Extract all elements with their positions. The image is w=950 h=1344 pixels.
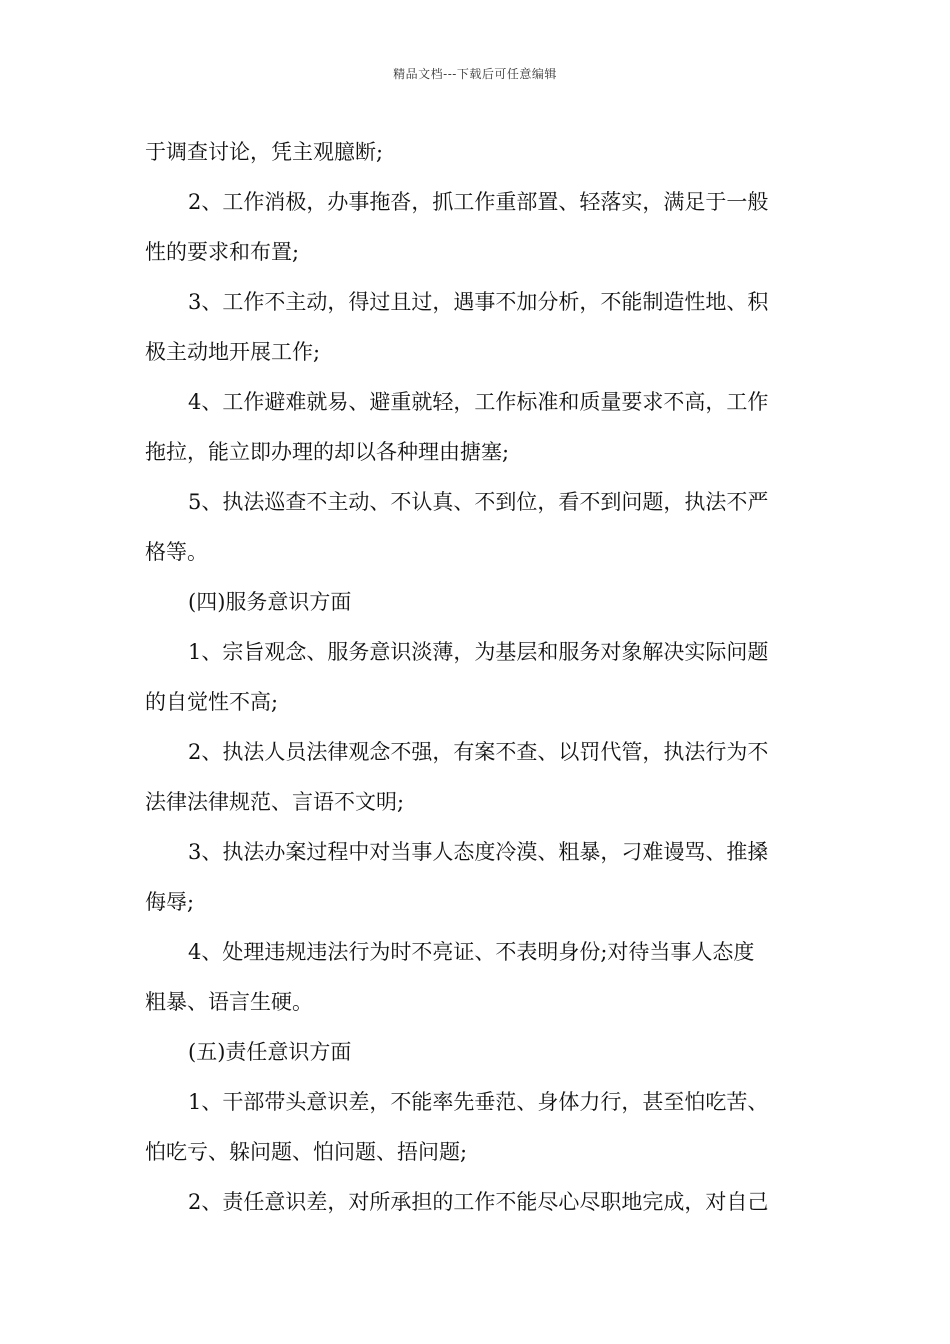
text-line: 2、执法人员法律观念不强，有案不查、以罚代管，执法行为不 bbox=[188, 740, 769, 764]
text-line: 于调查讨论，凭主观臆断; bbox=[145, 140, 384, 164]
text-line: 3、执法办案过程中对当事人态度冷漠、粗暴，刁难谩骂、推搡 bbox=[188, 840, 769, 864]
document-body bbox=[145, 127, 810, 1227]
text-line: 格等。 bbox=[145, 540, 208, 564]
text-line: (四)服务意识方面 bbox=[188, 590, 352, 614]
text-line: 1、干部带头意识差，不能率先垂范、身体力行，甚至怕吃苦、 bbox=[188, 1090, 769, 1114]
text-line: 拖拉，能立即办理的却以各种理由搪塞; bbox=[145, 440, 510, 464]
text-line: 1、宗旨观念、服务意识淡薄，为基层和服务对象解决实际问题 bbox=[188, 640, 769, 664]
text-line: 5、执法巡查不主动、不认真、不到位，看不到问题，执法不严 bbox=[188, 490, 769, 514]
text-line: 性的要求和布置; bbox=[145, 240, 300, 264]
text-line: 法律法律规范、言语不文明; bbox=[145, 790, 405, 814]
text-line: 2、责任意识差，对所承担的工作不能尽心尽职地完成，对自己 bbox=[188, 1190, 769, 1214]
text-line: 侮辱; bbox=[145, 890, 195, 914]
text-line: 2、工作消极，办事拖沓，抓工作重部置、轻落实，满足于一般 bbox=[188, 190, 769, 214]
text-line: 3、工作不主动，得过且过，遇事不加分析，不能制造性地、积 bbox=[188, 290, 769, 314]
text-line: 极主动地开展工作; bbox=[145, 340, 321, 364]
text-line: 粗暴、语言生硬。 bbox=[145, 990, 313, 1014]
text-line: 怕吃亏、躲问题、怕问题、捂问题; bbox=[145, 1140, 468, 1164]
text-line: 4、处理违规违法行为时不亮证、不表明身份;对待当事人态度 bbox=[188, 940, 755, 964]
text-line: 的自觉性不高; bbox=[145, 690, 279, 714]
text-line: 4、工作避难就易、避重就轻，工作标准和质量要求不高，工作 bbox=[188, 390, 769, 414]
page-header: 精品文档---下载后可任意编辑 bbox=[393, 67, 557, 81]
text-line: (五)责任意识方面 bbox=[188, 1040, 352, 1064]
